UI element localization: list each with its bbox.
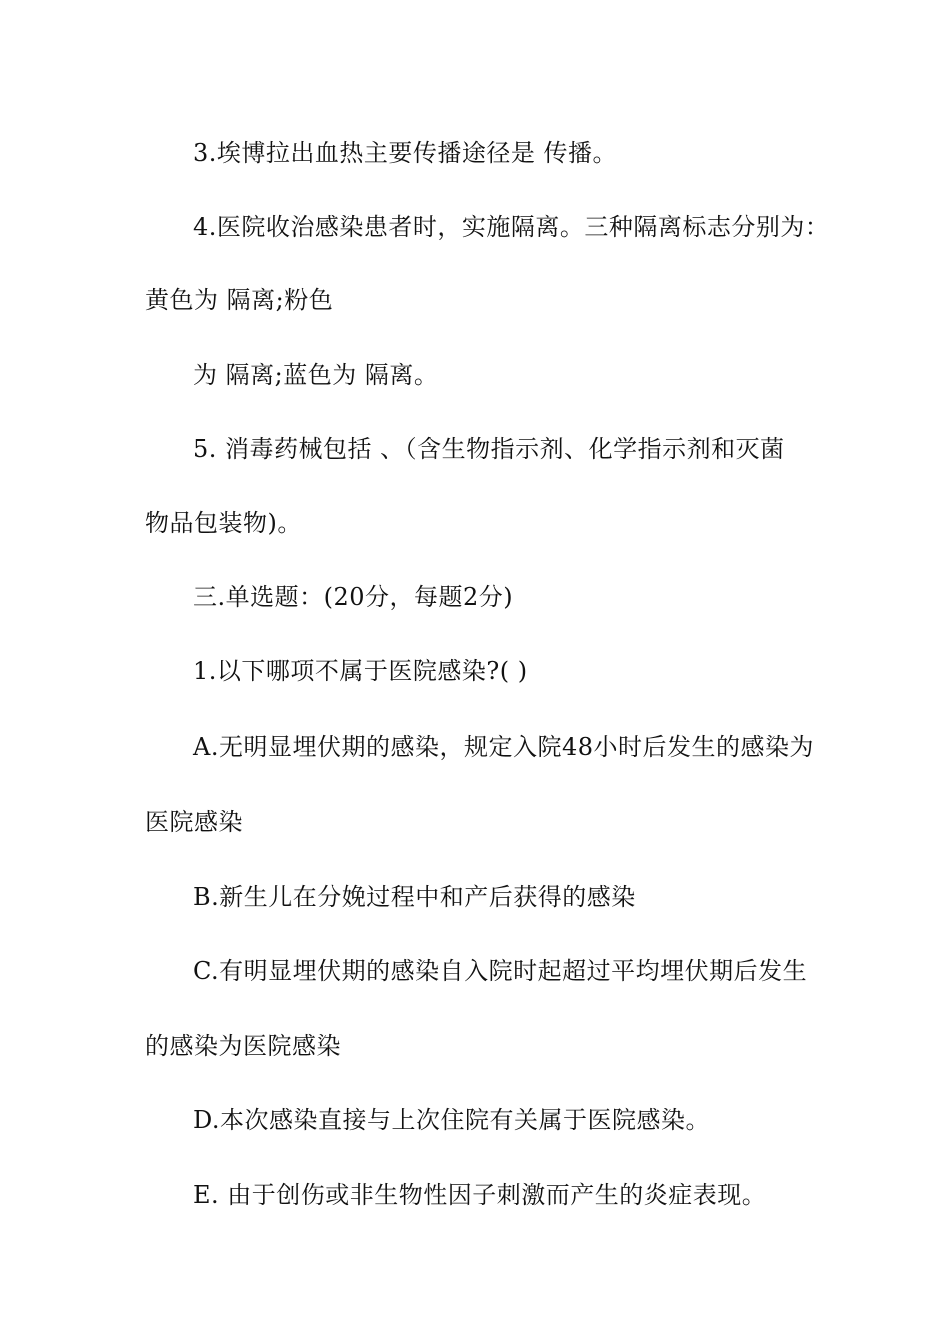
option-a-continuation: 医院感染 [145,808,243,836]
option-b: B.新生儿在分娩过程中和产后获得的感染 [193,883,636,911]
single-choice-question-1: 1.以下哪项不属于医院感染?( ) [193,657,528,685]
question-4-continuation: 黄色为 隔离;粉色 [145,286,334,314]
question-4-continuation: 为 隔离;蓝色为 隔离。 [193,361,439,389]
section-heading-single-choice: 三.单选题：(20分，每题2分) [193,583,514,611]
fill-blank-question-5: 5. 消毒药械包括 、（含生物指示剂、化学指示剂和灭菌 [193,435,785,463]
option-c: C.有明显埋伏期的感染自入院时起超过平均埋伏期后发生 [193,957,808,985]
fill-blank-question-3: 3.埃博拉出血热主要传播途径是 传播。 [193,139,618,167]
option-d: D.本次感染直接与上次住院有关属于医院感染。 [193,1106,711,1134]
question-5-continuation: 物品包装物)。 [145,509,302,537]
option-a: A.无明显埋伏期的感染，规定入院48小时后发生的感染为 [193,733,814,761]
fill-blank-question-4: 4.医院收治感染患者时，实施隔离。三种隔离标志分别为： [193,213,830,241]
option-c-continuation: 的感染为医院感染 [145,1032,341,1060]
option-e: E. 由于创伤或非生物性因子刺激而产生的炎症表现。 [193,1181,767,1209]
